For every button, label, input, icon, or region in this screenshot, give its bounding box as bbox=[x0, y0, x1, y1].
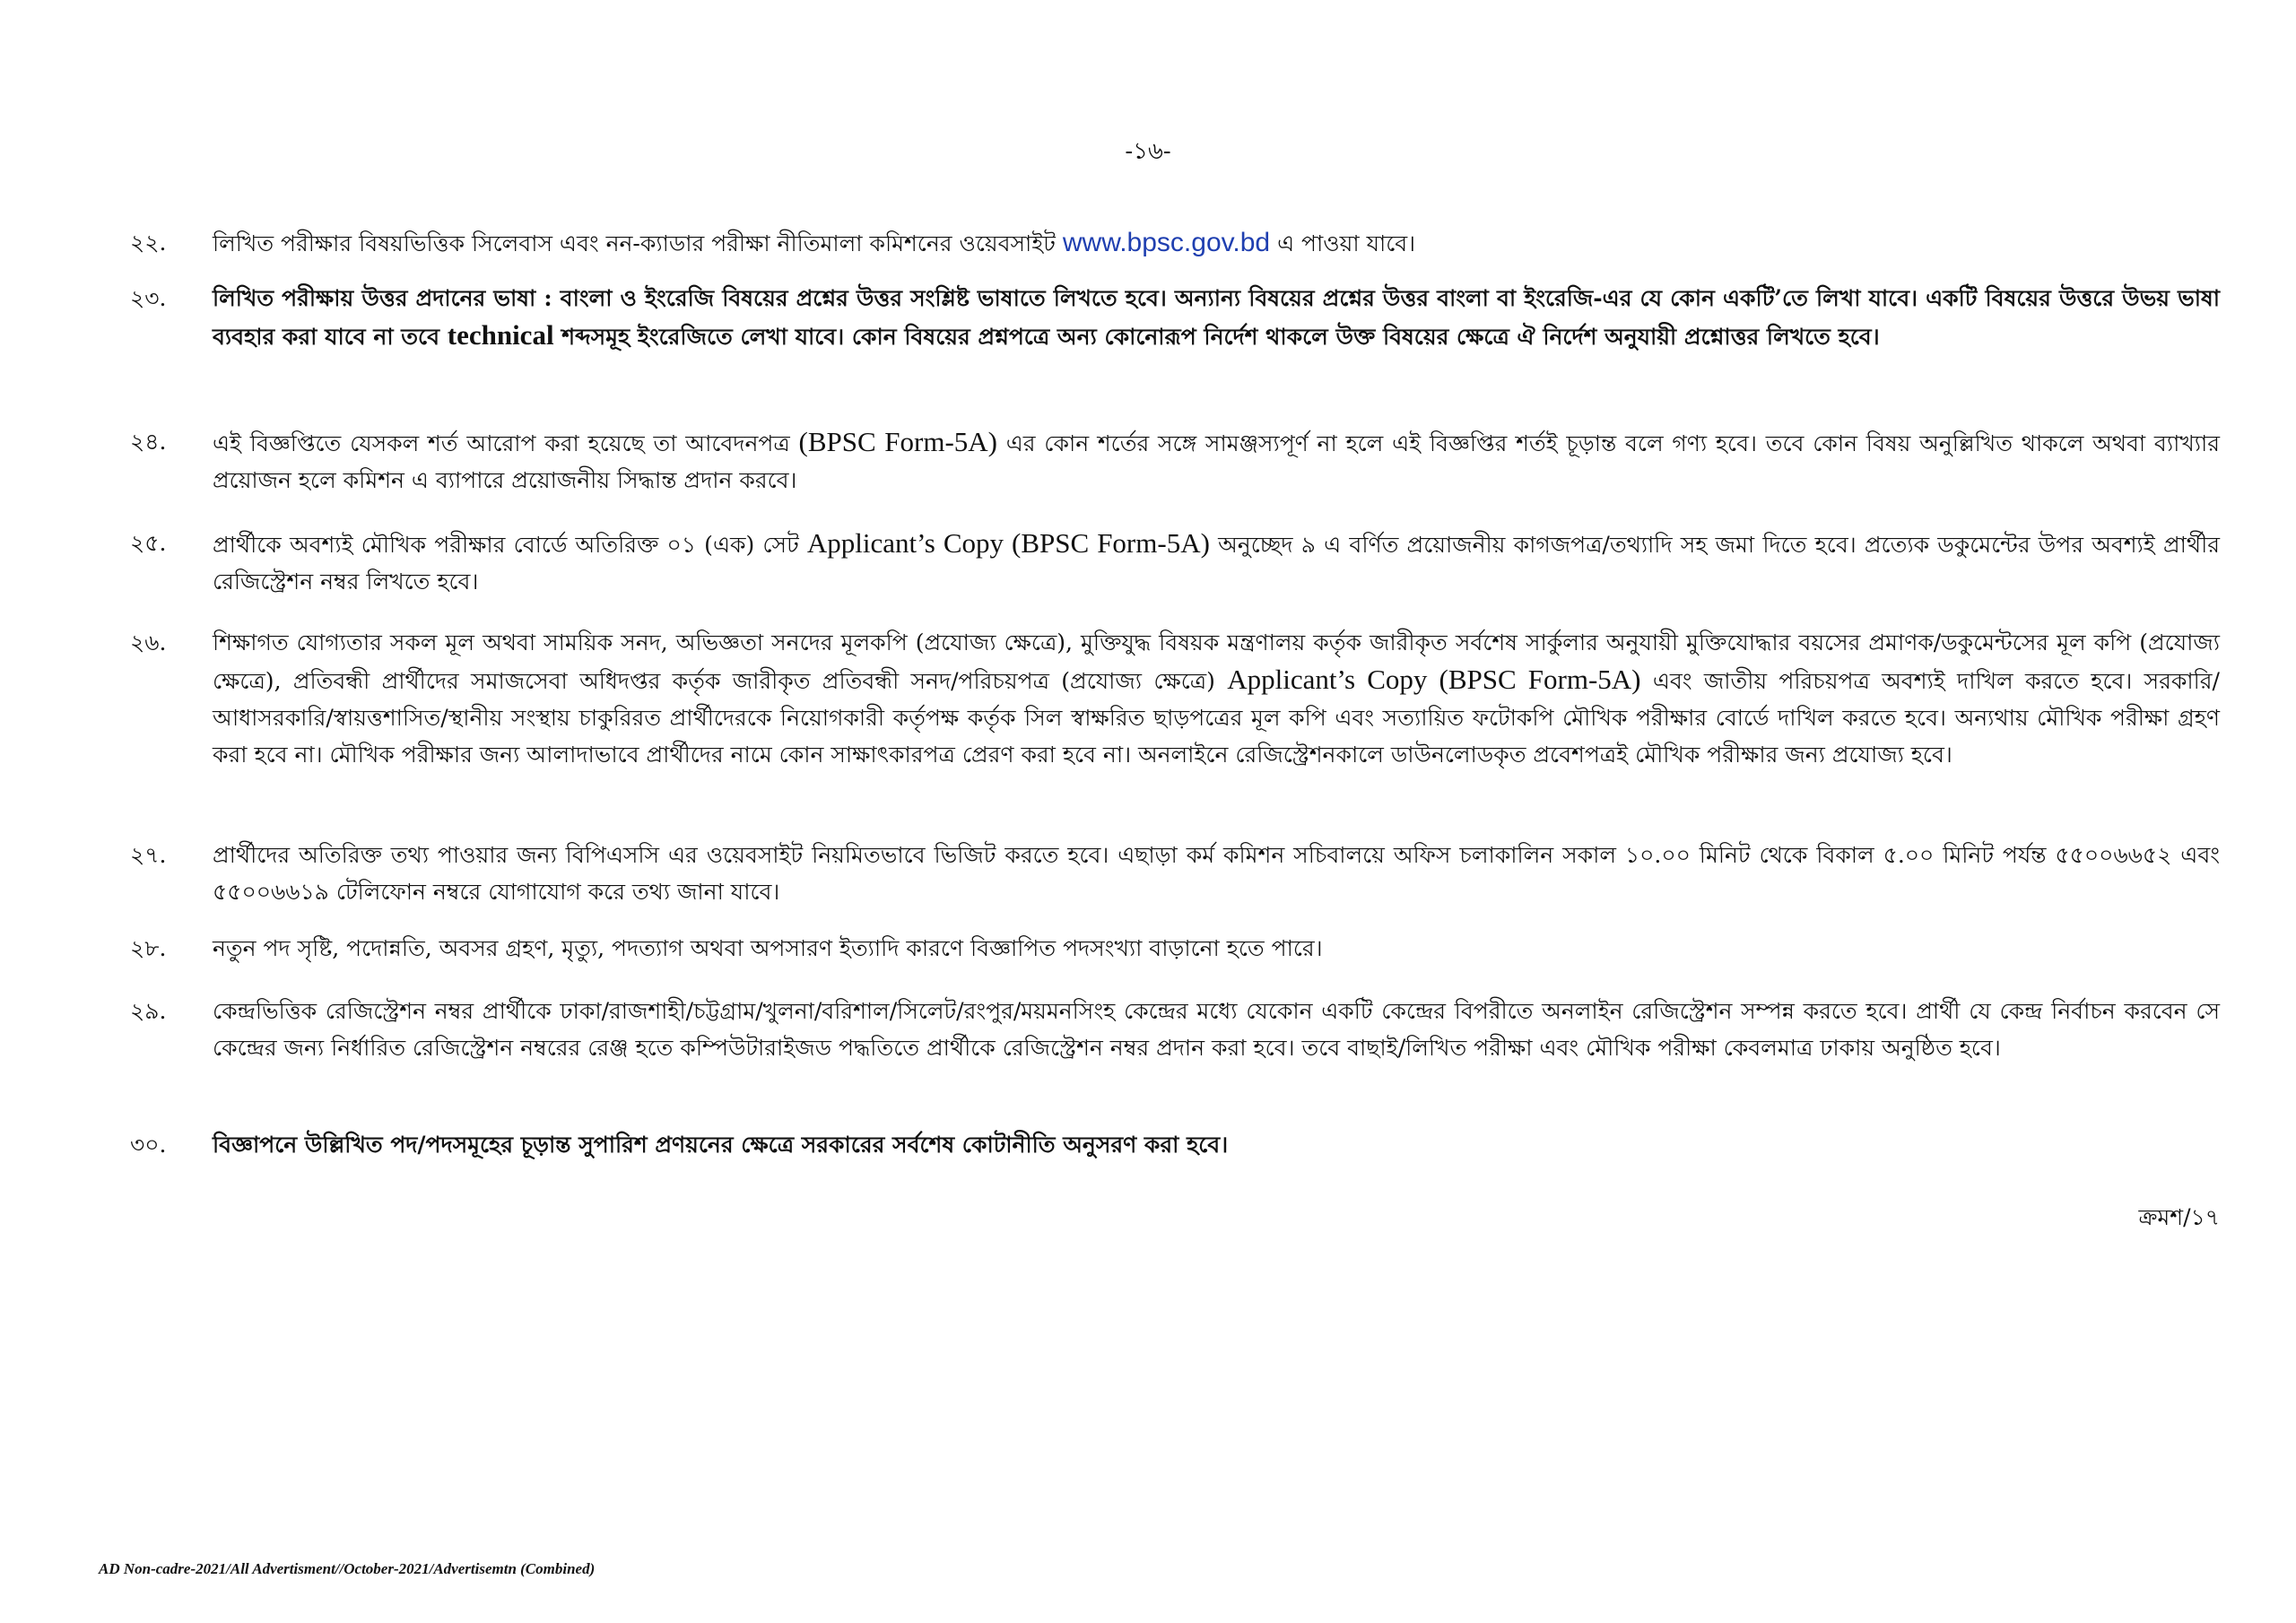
list-item bbox=[130, 993, 2220, 1066]
item-number: ৩০. bbox=[130, 1132, 167, 1158]
list-item bbox=[130, 930, 2220, 967]
item-number: ২৭. bbox=[130, 842, 167, 868]
website-link[interactable]: www.bpsc.gov.bd bbox=[1062, 228, 1271, 257]
list-item bbox=[130, 837, 2220, 910]
item-number: ২৯. bbox=[130, 998, 167, 1024]
item-text: লিখিত পরীক্ষায় উত্তর প্রদানের ভাষা : বাংলা ও ইংরেজি বিষয়ের প্রশ্নের উত্তর সংশ্লিষ্ট ভাষাতে লিখতে হবে। অন্যান্য বিষয়ের প্রশ্নের উত্তর বাংলা বা ইংরেজি-এর যে কোন একটি’তে লিখা যাবে। একটি বিষয়ের উত্তরে উভয় ভাষা ব্যবহার করা যাবে না তবে technical শব্দসমূহ ইংরেজিতে লেখা যাবে। কোন বিষয়ের প্রশ্নপত্রে অন্য কোনোরূপ নির্দেশ থাকলে উক্ত বিষয়ের ক্ষেত্রে ঐ নির্দেশ অনুযায়ী প্রশ্নোত্তর লিখতে হবে। bbox=[213, 285, 2220, 351]
list-item bbox=[130, 224, 2220, 262]
item-number: ২৮. bbox=[130, 935, 167, 961]
continued-marker: ক্রমশ/১৭ bbox=[2138, 1204, 2220, 1230]
item-number: ২২. bbox=[130, 230, 167, 256]
list-item bbox=[130, 280, 2220, 355]
item-text: প্রার্থীদের অতিরিক্ত তথ্য পাওয়ার জন্য বিপিএসসি এর ওয়েবসাইট নিয়মিতভাবে ভিজিট করতে হবে। এছাড়া কর্ম কমিশন সচিবালয়ে অফিস চলাকালিন সকাল ১০.০০ মিনিট থেকে বিকাল ৫.০০ মিনিট পর্যন্ত ৫৫০০৬৬৫২ এবং ৫৫০০৬৬১৯ টেলিফোন নম্বরে যোগাযোগ করে তথ্য জানা যাবে। bbox=[213, 842, 2220, 905]
item-number: ২৫. bbox=[130, 530, 167, 556]
footer-path: AD Non-cadre-2021/All Advertisment//October-2021/Advertisemtn (Combined) bbox=[99, 1560, 596, 1577]
list-item bbox=[130, 624, 2220, 773]
item-text: নতুন পদ সৃষ্টি, পদোন্নতি, অবসর গ্রহণ, মৃত্যু, পদত্যাগ অথবা অপসারণ ইত্যাদি কারণে বিজ্ঞাপিত পদসংখ্যা বাড়ানো হতে পারে। bbox=[213, 935, 1323, 961]
item-text: প্রার্থীকে অবশ্যই মৌখিক পরীক্ষার বোর্ডে অতিরিক্ত ০১ (এক) সেট Applicant’s Copy (BPSC Form-5A) অনুচ্ছেদ ৯ এ বর্ণিত প্রয়োজনীয় কাগজপত্র/তথ্যাদি সহ জমা দিতে হবে। প্রত্যেক ডকুমেন্টের উপর অবশ্যই প্রার্থীর রেজিস্ট্রেশন নম্বর লিখতে হবে। bbox=[213, 527, 2221, 595]
item-text: বিজ্ঞাপনে উল্লিখিত পদ/পদসমূহের চূড়ান্ত সুপারিশ প্রণয়নের ক্ষেত্রে সরকারের সর্বশেষ কোটানীতি অনুসরণ করা হবে। bbox=[213, 1132, 1229, 1158]
item-text: লিখিত পরীক্ষার বিষয়ভিত্তিক সিলেবাস এবং নন-ক্যাডার পরীক্ষা নীতিমালা কমিশনের ওয়েবসাইট www.bpsc.gov.bd এ পাওয়া যাবে। bbox=[213, 228, 1416, 257]
list-item bbox=[130, 525, 2220, 600]
item-number: ২৩. bbox=[130, 285, 167, 311]
page-number: -১৬- bbox=[1125, 138, 1171, 165]
item-number: ২৪. bbox=[130, 429, 167, 455]
item-number: ২৬. bbox=[130, 629, 167, 655]
list-item bbox=[130, 1126, 2220, 1163]
item-text: কেন্দ্রভিত্তিক রেজিস্ট্রেশন নম্বর প্রার্থীকে ঢাকা/রাজশাহী/চট্টগ্রাম/খুলনা/বরিশাল/সিলেট/রংপুর/ময়মনসিংহ কেন্দ্রের মধ্যে যেকোন একটি কেন্দ্রের বিপরীতে অনলাইন রেজিস্ট্রেশন সম্পন্ন করতে হবে। প্রার্থী যে কেন্দ্র নির্বাচন করবেন সে কেন্দ্রের জন্য নির্ধারিত রেজিস্ট্রেশন নম্বরের রেঞ্জ হতে কম্পিউটারাইজড পদ্ধতিতে প্রার্থীকে রেজিস্ট্রেশন নম্বর প্রদান করা হবে। তবে বাছাই/লিখিত পরীক্ষা এবং মৌখিক পরীক্ষা কেবলমাত্র ঢাকায় অনুষ্ঠিত হবে। bbox=[213, 998, 2220, 1061]
item-text: এই বিজ্ঞপ্তিতে যেসকল শর্ত আরোপ করা হয়েছে তা আবেদনপত্র (BPSC Form-5A) এর কোন শর্তের সঙ্গে সামঞ্জস্যপূর্ণ না হলে এই বিজ্ঞপ্তির শর্তই চূড়ান্ত বলে গণ্য হবে। তবে কোন বিষয় অনুল্লিখিত থাকলে অথবা ব্যাখ্যার প্রয়োজন হলে কমিশন এ ব্যাপারে প্রয়োজনীয় সিদ্ধান্ত প্রদান করবে। bbox=[213, 426, 2220, 493]
item-text: শিক্ষাগত যোগ্যতার সকল মূল অথবা সাময়িক সনদ, অভিজ্ঞতা সনদের মূলকপি (প্রযোজ্য ক্ষেত্রে), মুক্তিযুদ্ধ বিষয়ক মন্ত্রণালয় কর্তৃক জারীকৃত সর্বশেষ সার্কুলার অনুযায়ী মুক্তিযোদ্ধার বয়সের প্রমাণক/ডকুমেন্টসের মূল কপি (প্রযোজ্য ক্ষেত্রে), প্রতিবন্ধী প্রার্থীদের সমাজসেবা অধিদপ্তর কর্তৃক জারীকৃত প্রতিবন্ধী সনদ/পরিচয়পত্র (প্রযোজ্য ক্ষেত্রে) Applicant’s Copy (BPSC Form-5A) এবং জাতীয় পরিচয়পত্র অবশ্যই দাখিল করতে হবে। সরকারি/ আধাসরকারি/স্বায়ত্তশাসিত/স্থানীয় সংস্থায় চাকুরিরত প্রার্থীদেরকে নিয়োগকারী কর্তৃপক্ষ কর্তৃক সিল স্বাক্ষরিত ছাড়পত্রের মূল কপি এবং সত্যায়িত ফটোকপি মৌখিক পরীক্ষার বোর্ডে দাখিল করতে হবে। অন্যথায় মৌখিক পরীক্ষা গ্রহণ করা হবে না। মৌখিক পরীক্ষার জন্য আলাদাভাবে প্রার্থীদের নামে কোন সাক্ষাৎকারপত্র প্রেরণ করা হবে না। অনলাইনে রেজিস্ট্রেশনকালে ডাউনলোডকৃত প্রবেশপত্রই মৌখিক পরীক্ষার জন্য প্রযোজ্য হবে। bbox=[213, 629, 2220, 768]
list-item bbox=[130, 423, 2220, 499]
